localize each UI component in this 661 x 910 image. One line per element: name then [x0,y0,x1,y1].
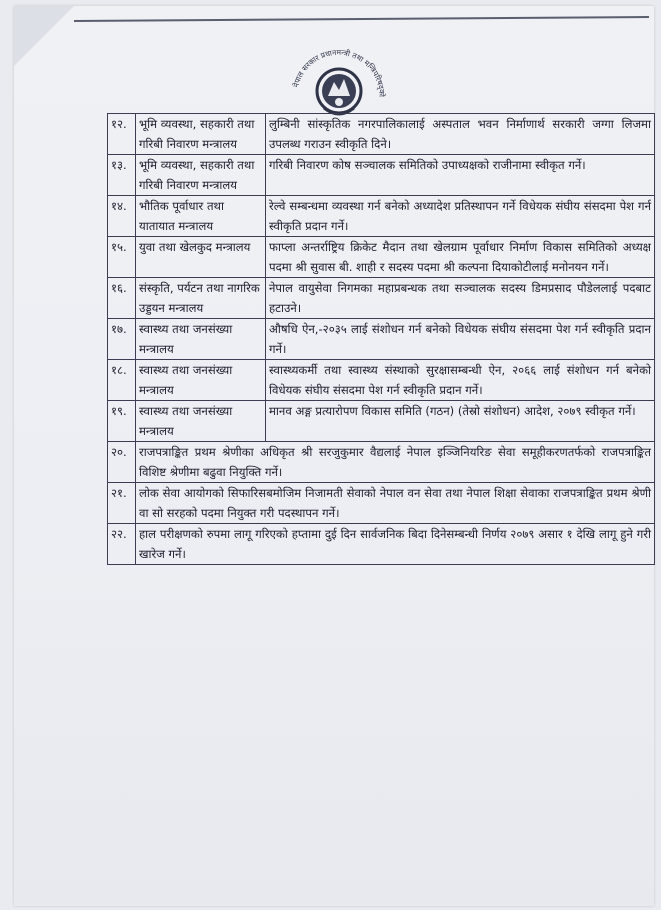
row-number: २२. [108,524,136,565]
ministry-cell: स्वास्थ्य तथा जनसंख्या मन्त्रालय [136,360,266,401]
page-corner [14,6,74,66]
ministry-cell: भूमि व्यवस्था, सहकारी तथा गरिबी निवारण मन्त्रालय [136,114,266,155]
row-number: १३. [108,155,136,196]
table-row [108,483,655,524]
decision-cell: रेल्वे सम्बन्धमा व्यवस्था गर्न बनेको अध्यादेश प्रतिस्थापन गर्ने विधेयक संघीय संसदमा पेश गर्न स्वीकृति प्रदान गर्ने। [266,196,655,237]
table-row [108,319,655,360]
decision-cell-wide: लोक सेवा आयोगको सिफारिसबमोजिम निजामती सेवाको नेपाल वन सेवा तथा नेपाल शिक्षा सेवाका राजपत्राङ्कित प्रथम श्रेणी वा सो सरहको पदमा नियुक्त गरी पदस्थापन गर्ने। [136,483,655,524]
seal-text: नेपाल सरकार प्रधानमन्त्री तथा मन्त्रिपरिषद्को [291,47,387,98]
ministry-cell: स्वास्थ्य तथा जनसंख्या मन्त्रालय [136,401,266,442]
row-number: १६. [108,278,136,319]
ministry-cell: संस्कृति, पर्यटन तथा नागरिक उड्डयन मन्त्रालय [136,278,266,319]
row-number: १४. [108,196,136,237]
row-number: १८. [108,360,136,401]
row-number: १९. [108,401,136,442]
decision-cell: फाप्ला अन्तर्राष्ट्रिय क्रिकेट मैदान तथा खेलग्राम पूर्वाधार निर्माण विकास समितिको अध्यक्ष पदमा श्री सुवास बी. शाही र सदस्य पदमा श्री कल्पना दियाकोटीलाई मनोनयन गर्ने। [266,237,655,278]
table-row [108,237,655,278]
blank-page-area [14,656,654,906]
decision-cell: गरिबी निवारण कोष सञ्चालक समितिको उपाध्यक्षको राजीनामा स्वीकृत गर्ने। [266,155,655,196]
decision-cell: मानव अङ्ग प्रत्यारोपण विकास समिति (गठन) (तेस्रो संशोधन) आदेश, २०७९ स्वीकृत गर्ने। [266,401,655,442]
ministry-cell: भौतिक पूर्वाधार तथा यातायात मन्त्रालय [136,196,266,237]
table-row [108,114,655,155]
decision-cell: औषधि ऐन,-२०३५ लाई संशोधन गर्न बनेको विधेयक संघीय संसदमा पेश गर्न स्वीकृति प्रदान गर्ने। [266,319,655,360]
table-row [108,278,655,319]
decision-cell: लुम्बिनी सांस्कृतिक नगरपालिकालाई अस्पताल भवन निर्माणार्थ सरकारी जग्गा लिजमा उपलब्ध गराउन स्वीकृति दिने। [266,114,655,155]
table-row [108,155,655,196]
ministry-cell: युवा तथा खेलकुद मन्त्रालय [136,237,266,278]
row-number: १५. [108,237,136,278]
table-row [108,401,655,442]
table-row [108,196,655,237]
decision-cell: स्वास्थ्यकर्मी तथा स्वास्थ्य संस्थाको सुरक्षासम्बन्धी ऐन, २०६६ लाई संशोधन गर्न बनेको विधेयक संघीय संसदमा पेश गर्न स्वीकृति प्रदान गर्ने। [266,360,655,401]
row-number: २०. [108,442,136,483]
ministry-cell: भूमि व्यवस्था, सहकारी तथा गरिबी निवारण मन्त्रालय [136,155,266,196]
table-row [108,360,655,401]
row-number: १२. [108,114,136,155]
row-number: १७. [108,319,136,360]
decisions-table [107,113,655,565]
decision-cell-wide: हाल परीक्षणको रुपमा लागू गरिएको हप्तामा दुई दिन सार्वजनिक बिदा दिनेसम्बन्धी निर्णय २०७९ असार १ देखि लागू हुने गरी खारेज गर्ने। [136,524,655,565]
decision-cell-wide: राजपत्राङ्कित प्रथम श्रेणीका अधिकृत श्री सरजुकुमार वैद्यलाई नेपाल इञ्जिनियरिङ सेवा समूहीकरणतर्फको राजपत्राङ्कित विशिष्ट श्रेणीमा बढुवा नियुक्ति गर्ने। [136,442,655,483]
document-page [14,6,654,906]
decision-cell: नेपाल वायुसेवा निगमका महाप्रबन्धक तथा सञ्चालक सदस्य डिमप्रसाद पौडेललाई पदबाट हटाउने। [266,278,655,319]
table-row [108,524,655,565]
ministry-cell: स्वास्थ्य तथा जनसंख्या मन्त्रालय [136,319,266,360]
table-row [108,442,655,483]
page-top-edge [74,16,649,22]
row-number: २१. [108,483,136,524]
